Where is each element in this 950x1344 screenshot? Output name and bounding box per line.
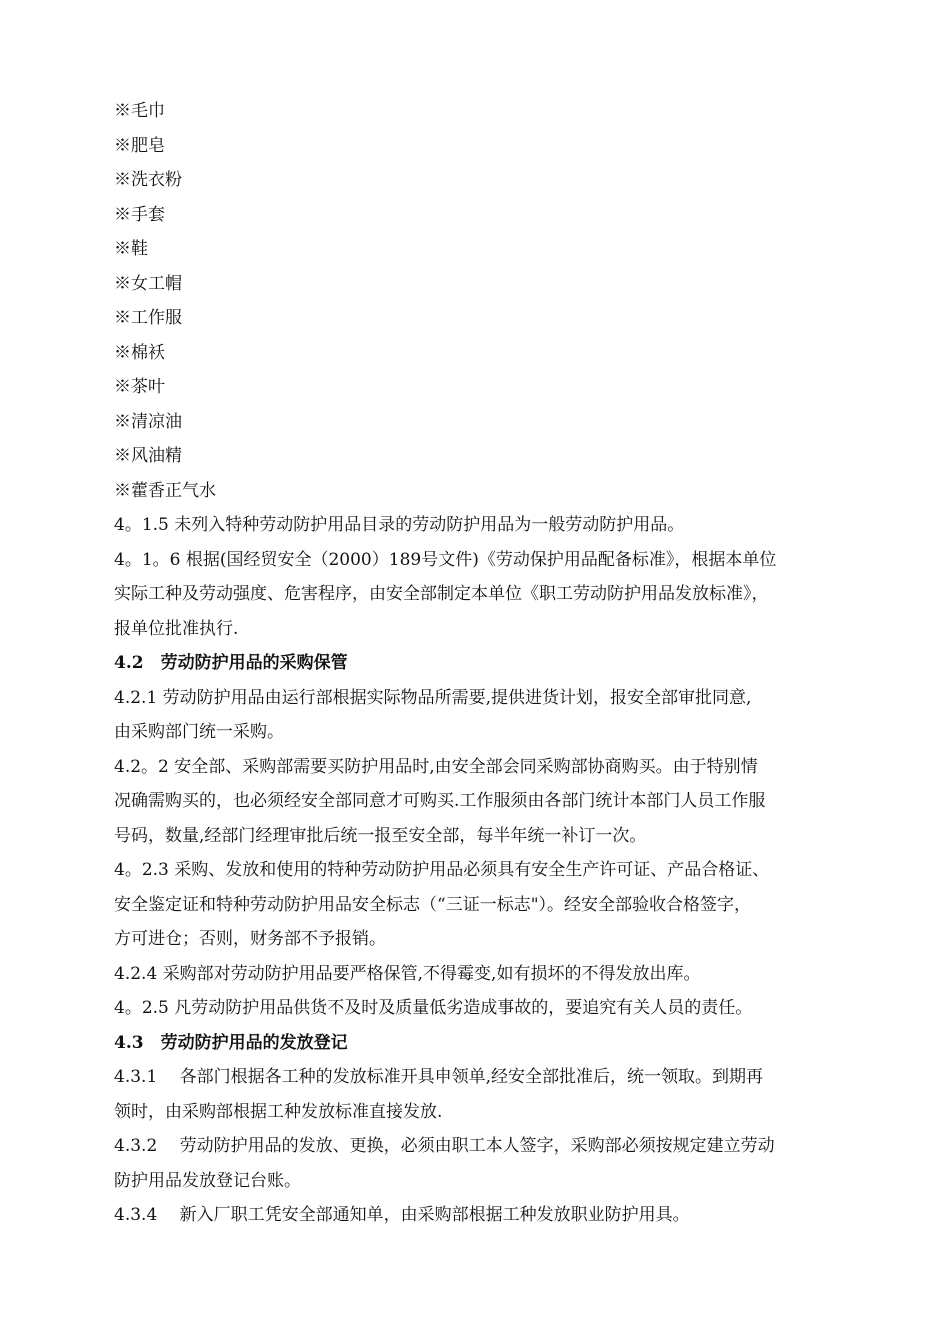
list-item: ※棉袄 xyxy=(114,342,165,363)
list-item: ※茶叶 xyxy=(114,377,165,397)
paragraph-line: 4.3.2 劳动防护用品的发放、更换，必须由职工本人签字，采购部必须按规定建立劳动 xyxy=(114,1136,775,1156)
paragraph-line: 安全鉴定证和特种劳动防护用品安全标志（“三证一标志"）。经安全部验收合格签字， xyxy=(114,894,752,915)
paragraph-line: 报单位批准执行. xyxy=(114,618,239,639)
paragraph-line: 4。2.3 采购、发放和使用的特种劳动防护用品必须具有安全生产许可证、产品合格证、 xyxy=(114,860,770,880)
paragraph-line: 方可进仓；否则，财务部不予报销。 xyxy=(114,929,386,949)
paragraph-4-3-4: 4.3.4 新入厂职工凭安全部通知单，由采购部根据工种发放职业防护用具。 xyxy=(114,1205,690,1225)
paragraph-line: 4.2.1 劳动防护用品由运行部根据实际物品所需要,提供进货计划，报安全部审批同意, xyxy=(114,687,752,708)
list-item: ※风油精 xyxy=(114,446,182,466)
paragraph-4-2-5: 4。2.5 凡劳动防护用品供货不及时及质量低劣造成事故的，要追究有关人员的责任。 xyxy=(114,998,753,1018)
paragraph-4-2-2 xyxy=(114,750,874,854)
paragraph-4-1-6 xyxy=(114,543,874,647)
paragraph-line: 4.2。2 安全部、采购部需要买防护用品时,由安全部会同采购部协商购买。由于特别情 xyxy=(114,756,758,777)
list-item: ※肥皂 xyxy=(114,135,165,156)
paragraph-line: 防护用品发放登记台账。 xyxy=(114,1170,301,1191)
list-item: ※工作服 xyxy=(114,308,182,328)
paragraph-4-2-4: 4.2.4 采购部对劳动防护用品要严格保管,不得霉变,如有损坏的不得发放出库。 xyxy=(114,963,701,984)
paragraph-line: 况确需购买的，也必须经安全部同意才可购买.工作服须由各部门统计本部门人员工作服 xyxy=(114,791,766,811)
paragraph-line: 实际工种及劳动强度、危害程序，由安全部制定本单位《职工劳动防护用品发放标准》， xyxy=(114,584,769,604)
list-item: ※鞋 xyxy=(114,239,148,259)
list-item: ※藿香正气水 xyxy=(114,480,216,501)
list-item: ※毛巾 xyxy=(114,101,165,121)
paragraph-4-3-1 xyxy=(114,1060,874,1129)
document-page xyxy=(114,94,874,1233)
paragraph-line: 号码，数量,经部门经理审批后统一报至安全部，每半年统一补订一次。 xyxy=(114,825,647,846)
paragraph-4-2-3 xyxy=(114,853,874,957)
list-item: ※洗衣粉 xyxy=(114,170,182,190)
section-heading-4-3: 4.3 劳动防护用品的发放登记 xyxy=(114,1032,348,1053)
paragraph-line: 4。1。6 根据(国经贸安全（2000）189号文件)《劳动保护用品配备标准》，根据本单位 xyxy=(114,549,777,570)
list-item: ※女工帽 xyxy=(114,273,182,294)
section-heading-4-2: 4.2 劳动防护用品的采购保管 xyxy=(114,653,348,673)
paragraph-line: 领时，由采购部根据工种发放标准直接发放. xyxy=(114,1101,443,1122)
paragraph-4-2-1 xyxy=(114,681,874,750)
paragraph-line: 4.3.1 各部门根据各工种的发放标准开具申领单,经安全部批准后，统一领取。到期再 xyxy=(114,1067,764,1087)
paragraph-line: 由采购部门统一采购。 xyxy=(114,722,284,742)
paragraph-4-1-5: 4。1.5 未列入特种劳动防护用品目录的劳动防护用品为一般劳动防护用品。 xyxy=(114,515,685,535)
list-item: ※清凉油 xyxy=(114,411,182,432)
paragraph-4-3-2 xyxy=(114,1129,874,1198)
list-item: ※手套 xyxy=(114,204,165,225)
